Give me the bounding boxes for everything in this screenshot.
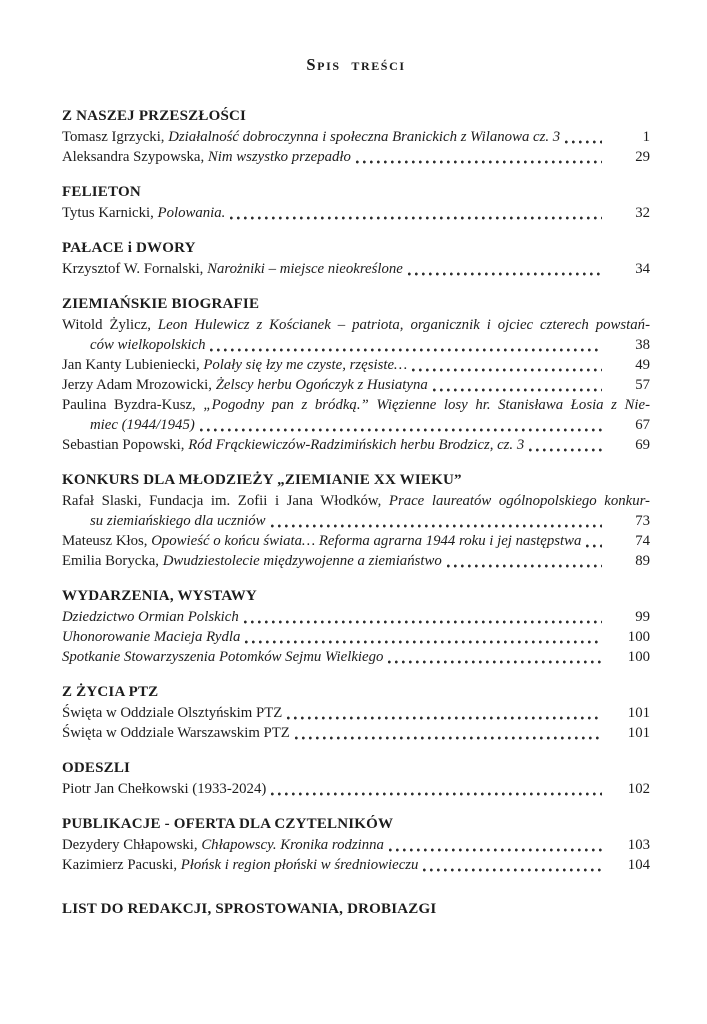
dot-leader bbox=[586, 543, 602, 549]
entry-line1 bbox=[62, 395, 650, 415]
entry-text bbox=[62, 147, 351, 167]
page-number: 69 bbox=[635, 437, 650, 453]
section-heading: FELIETON bbox=[62, 184, 141, 200]
entry-title: Polowania. bbox=[157, 205, 226, 221]
dot-leader bbox=[287, 715, 602, 721]
toc-entry bbox=[62, 395, 650, 435]
section-wydarzenia-wystawy bbox=[62, 586, 650, 667]
toc-entry bbox=[62, 627, 650, 647]
entry-text bbox=[62, 779, 266, 799]
dot-leader bbox=[565, 139, 602, 145]
entry-text bbox=[62, 723, 290, 743]
entry-author: Mateusz Kłos, bbox=[62, 533, 148, 549]
section-konkurs-dla-mlodziezy bbox=[62, 470, 650, 571]
entry-label: Święta w Oddziale Olsztyńskim PTZ bbox=[62, 705, 283, 721]
entry-author: Tytus Karnicki, bbox=[62, 205, 154, 221]
section-heading: PAŁACE i DWORY bbox=[62, 240, 196, 256]
entry-author: Emilia Borycka, bbox=[62, 553, 159, 569]
dot-leader bbox=[200, 427, 602, 433]
entry-title: „Pogodny pan z bródką.” Więzienne losy hr. Stanisława Łosia z Nie- bbox=[203, 397, 650, 413]
entry-text bbox=[62, 531, 581, 551]
entry-author: Sebastian Popowski, bbox=[62, 437, 185, 453]
entry-text bbox=[62, 551, 442, 571]
entry-text bbox=[62, 355, 407, 375]
dot-leader bbox=[271, 523, 603, 529]
page-number: 73 bbox=[635, 513, 650, 529]
entry-author: Jan Kanty Lubieniecki, bbox=[62, 357, 200, 373]
section-heading: KONKURS DLA MŁODZIEŻY „ZIEMIANIE XX WIEKU” bbox=[62, 472, 462, 488]
toc-entry bbox=[62, 259, 650, 279]
dot-leader bbox=[389, 847, 602, 853]
entry-line2 bbox=[62, 511, 650, 531]
entry-text bbox=[62, 435, 524, 455]
section-ziemianskie-biografie bbox=[62, 294, 650, 455]
page-number: 74 bbox=[635, 533, 650, 549]
toc-entry bbox=[62, 127, 650, 147]
page-number: 104 bbox=[627, 857, 650, 873]
entry-author: Paulina Byzdra-Kusz, bbox=[62, 397, 196, 413]
dot-leader bbox=[412, 367, 602, 373]
entry-title: Nim wszystko przepadło bbox=[207, 149, 351, 165]
page-number: 38 bbox=[635, 337, 650, 353]
entry-text bbox=[62, 259, 403, 279]
toc-entry bbox=[62, 551, 650, 571]
page-number: 32 bbox=[635, 205, 650, 221]
entry-title-continuation: ców wielkopolskich bbox=[90, 337, 206, 353]
dot-leader bbox=[271, 791, 602, 797]
entry-title-continuation: su ziemiańskiego dla uczniów bbox=[90, 513, 266, 529]
entry-label: Święta w Oddziale Warszawskim PTZ bbox=[62, 725, 290, 741]
section-heading: ODESZLI bbox=[62, 760, 131, 776]
page-number: 101 bbox=[627, 705, 650, 721]
page-number: 29 bbox=[635, 149, 650, 165]
entry-label: Piotr Jan Chełkowski (1933-2024) bbox=[62, 781, 267, 797]
entry-text bbox=[90, 335, 205, 355]
page-number: 100 bbox=[627, 649, 650, 665]
entry-text bbox=[62, 703, 282, 723]
dot-leader bbox=[408, 271, 602, 277]
page-title: Spis treści bbox=[306, 55, 406, 74]
entry-author: Rafał Slaski, Fundacja im. Zofii i Jana Włodków, bbox=[62, 493, 382, 509]
dot-leader bbox=[388, 659, 602, 665]
section-heading: LIST DO REDAKCJI, SPROSTOWANIA, DROBIAZGI bbox=[62, 901, 437, 917]
entry-title: Polały się łzy me czyste, rzęsiste… bbox=[203, 357, 408, 373]
toc-entry bbox=[62, 855, 650, 875]
dot-leader bbox=[433, 387, 602, 393]
page-number: 57 bbox=[635, 377, 650, 393]
entry-author: Kazimierz Pacuski, bbox=[62, 857, 178, 873]
entry-title: Płońsk i region płoński w średniowieczu bbox=[180, 857, 419, 873]
entry-title: Dziedzictwo Ormian Polskich bbox=[62, 609, 239, 625]
entry-author: Tomasz Igrzycki, bbox=[62, 129, 165, 145]
toc-entry bbox=[62, 723, 650, 743]
entry-line2 bbox=[62, 335, 650, 355]
page-number: 34 bbox=[635, 261, 650, 277]
entry-title: Narożniki – miejsce nieokreślone bbox=[207, 261, 403, 277]
dot-leader bbox=[245, 639, 602, 645]
toc-entry bbox=[62, 355, 650, 375]
page-number: 102 bbox=[627, 781, 650, 797]
page-number: 101 bbox=[627, 725, 650, 741]
toc-entry bbox=[62, 779, 650, 799]
entry-text bbox=[62, 127, 560, 147]
entry-author: Krzysztof W. Fornalski, bbox=[62, 261, 204, 277]
toc-entry bbox=[62, 607, 650, 627]
toc-entry bbox=[62, 315, 650, 355]
page-number: 89 bbox=[635, 553, 650, 569]
section-heading: Z ŻYCIA PTZ bbox=[62, 684, 159, 700]
page-number: 100 bbox=[627, 629, 650, 645]
entry-text bbox=[90, 511, 266, 531]
dot-leader bbox=[244, 619, 602, 625]
entry-title: Prace laureatów ogólnopolskiego konkur- bbox=[388, 493, 650, 509]
dot-leader bbox=[423, 867, 602, 873]
toc-entry bbox=[62, 203, 650, 223]
section-list-do-redakcji bbox=[62, 899, 650, 920]
entry-title: Uhonorowanie Macieja Rydla bbox=[62, 629, 241, 645]
toc-entry bbox=[62, 703, 650, 723]
toc-entry bbox=[62, 147, 650, 167]
entry-text bbox=[62, 607, 239, 627]
entry-title: Dwudziestolecie międzywojenne a ziemiaństwo bbox=[162, 553, 442, 569]
entry-title: Chłapowscy. Kronika rodzinna bbox=[201, 837, 384, 853]
dot-leader bbox=[295, 735, 602, 741]
toc-entry bbox=[62, 491, 650, 531]
entry-text bbox=[90, 415, 195, 435]
entry-author: Dezydery Chłapowski, bbox=[62, 837, 198, 853]
entry-text bbox=[62, 647, 383, 667]
entry-author: Witold Żylicz, bbox=[62, 317, 151, 333]
entry-text bbox=[62, 835, 384, 855]
entry-text bbox=[62, 375, 428, 395]
page-number: 99 bbox=[635, 609, 650, 625]
section-heading: ZIEMIAŃSKIE BIOGRAFIE bbox=[62, 296, 260, 312]
section-felieton bbox=[62, 182, 650, 223]
dot-leader bbox=[210, 347, 602, 353]
section-heading: PUBLIKACJE - OFERTA DLA CZYTELNIKÓW bbox=[62, 816, 394, 832]
dot-leader bbox=[230, 215, 602, 221]
section-heading: Z NASZEJ PRZESZŁOŚCI bbox=[62, 108, 247, 124]
entry-title-continuation: miec (1944/1945) bbox=[90, 417, 195, 433]
toc-entry bbox=[62, 531, 650, 551]
section-odeszli bbox=[62, 758, 650, 799]
dot-leader bbox=[356, 159, 602, 165]
dot-leader bbox=[447, 563, 602, 569]
entry-text bbox=[62, 203, 225, 223]
section-palace-i-dwory bbox=[62, 238, 650, 279]
entry-author: Jerzy Adam Mrozowicki, bbox=[62, 377, 212, 393]
toc-entry bbox=[62, 647, 650, 667]
entry-author: Aleksandra Szypowska, bbox=[62, 149, 205, 165]
section-z-zycia-ptz bbox=[62, 682, 650, 743]
entry-title: Działalność dobroczynna i społeczna Branickich z Wilanowa cz. 3 bbox=[168, 129, 561, 145]
entry-line2 bbox=[62, 415, 650, 435]
entry-title: Leon Hulewicz z Kościanek – patriota, organicznik i ojciec czterech powstań- bbox=[157, 317, 650, 333]
entry-text bbox=[62, 627, 240, 647]
entry-title: Żelscy herbu Ogończyk z Husiatyna bbox=[215, 377, 428, 393]
entry-text bbox=[62, 855, 418, 875]
page-number: 1 bbox=[642, 129, 650, 145]
section-publikacje bbox=[62, 814, 650, 875]
entry-title: Opowieść o końcu świata… Reforma agrarna 1944 roku i jej następstwa bbox=[151, 533, 582, 549]
section-heading: WYDARZENIA, WYSTAWY bbox=[62, 588, 257, 604]
toc-entry bbox=[62, 435, 650, 455]
section-z-naszej-przeszlosci bbox=[62, 106, 650, 167]
entry-line1 bbox=[62, 491, 650, 511]
entry-line1 bbox=[62, 315, 650, 335]
entry-title: Spotkanie Stowarzyszenia Potomków Sejmu Wielkiego bbox=[62, 649, 384, 665]
dot-leader bbox=[529, 447, 602, 453]
entry-title: Ród Frąckiewiczów-Radzimińskich herbu Brodzicz, cz. 3 bbox=[188, 437, 525, 453]
page-number: 49 bbox=[635, 357, 650, 373]
toc-entry bbox=[62, 375, 650, 395]
toc-entry bbox=[62, 835, 650, 855]
page-number: 67 bbox=[635, 417, 650, 433]
page-number: 103 bbox=[627, 837, 650, 853]
